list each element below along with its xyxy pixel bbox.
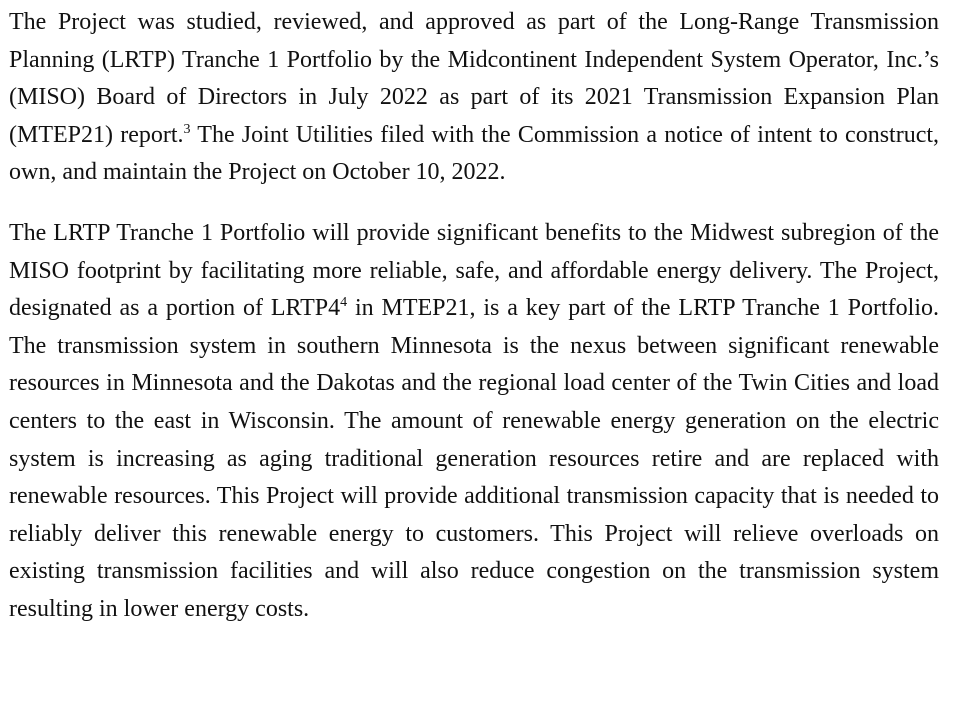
footnote-ref-4[interactable]: 4 [340,295,348,311]
paragraph-portfolio-benefits [9,215,939,629]
footnote-ref-3[interactable]: 3 [183,121,191,137]
paragraph-project-approval [9,4,939,192]
paragraph-text: The LRTP Tranche 1 Portfolio will provide significant benefits to the Midwest subregion of the MISO footprint by facilitating more reliable, safe, and affordable energy delivery. The Project, designated as a portion of LRTP4 [9,219,939,322]
paragraph-text: The Project was studied, reviewed, and approved as part of the Long-Range Transmission Planning (LRTP) Tranche 1 Portfolio by the Midcontinent Independent System Operator, Inc.’s (MISO) Board of Directors in July 2022 as part of its 2021 Transmission Expansion Plan (MTEP21) report. [9,9,939,148]
document-body [9,4,939,629]
paragraph-text: The Joint Utilities filed with the Commission a notice of intent to construct, own, and maintain the Project on October 10, 2022. [9,121,940,186]
paragraph-text: in MTEP21, is a key part of the LRTP Tranche 1 Portfolio. The transmission system in southern Minnesota is the nexus between significant renewable resources in Minnesota and the Dakotas and the regional load center of the Twin Cities and load centers to the east in Wisconsin. The amount of renewable energy generation on the electric system is increasing as aging traditional generation resources retire and are replaced with renewable resources. This Project will provide additional transmission capacity that is needed to reliably deliver this renewable energy to customers. This Project will relieve overloads on existing transmission facilities and will also reduce congestion on the transmission system resulting in lower energy costs. [9,295,939,622]
